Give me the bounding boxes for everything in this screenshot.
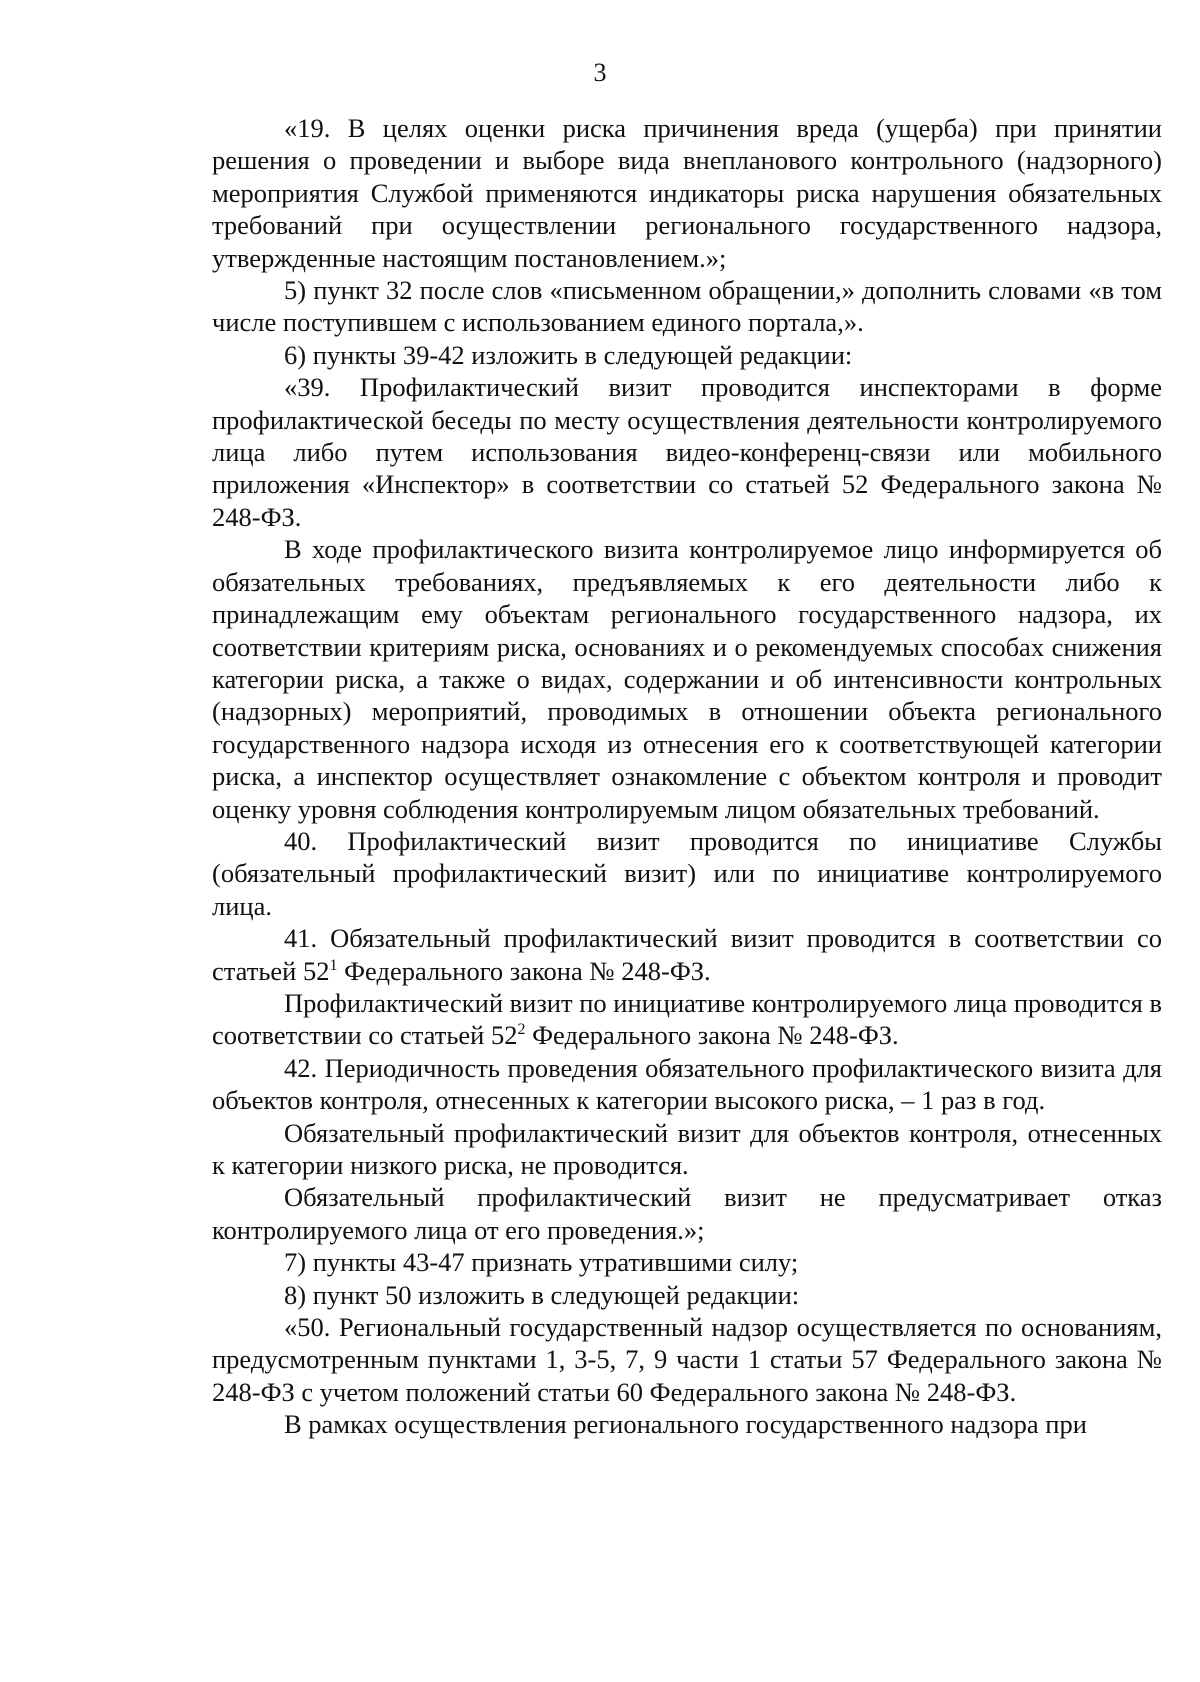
superscript: 2: [517, 1021, 526, 1039]
paragraph: Профилактический визит по инициативе контролируемого лица проводится в соответствии со статьей $52^2$ Федерального закона № 248-ФЗ.: [212, 987, 1162, 1051]
paragraph: Обязательный профилактический визит не предусматривает отказ контролируемого лица от его проведения.»;: [212, 1182, 1162, 1245]
paragraph: 7) пункты 43-47 признать утратившими силу;: [284, 1247, 799, 1278]
document-body: [212, 112, 1162, 1441]
paragraph: 8) пункт 50 изложить в следующей редакции:: [284, 1279, 800, 1310]
paragraph: «50. Региональный государственный надзор осуществляется по основаниям, предусмотренным пунктами 1, 3-5, 7, 9 части 1 статьи 57 Федерального закона № 248-ФЗ с учетом положений статьи 60 Федерального закона № 248-ФЗ.: [212, 1312, 1162, 1407]
paragraph: 6) пункты 39-42 изложить в следующей редакции:: [284, 339, 853, 370]
paragraph: В рамках осуществления регионального государственного надзора при: [284, 1409, 1087, 1440]
paragraph: 5) пункт 32 после слов «письменном обращении,» дополнить словами «в том числе поступившем с использованием единого портала,».: [212, 275, 1162, 338]
paragraph: Обязательный профилактический визит для объектов контроля, отнесенных к категории низкого риска, не проводится.: [212, 1117, 1162, 1180]
paragraph: «39. Профилактический визит проводится инспекторами в форме профилактической беседы по месту осуществления деятельности контролируемого лица либо путем использования видео-конференц-связи или мобильного приложения «Инспектор» в соответствии со статьей 52 Федерального закона № 248-ФЗ.: [212, 372, 1162, 532]
paragraph: 41. Обязательный профилактический визит проводится в соответствии со статьей $52^1$ Федерального закона № 248-ФЗ.: [212, 923, 1162, 986]
paragraph: 40. Профилактический визит проводится по инициативе Службы (обязательный профилактический визит) или по инициативе контролируемого лица.: [212, 825, 1162, 921]
paragraph: 42. Периодичность проведения обязательного профилактического визита для объектов контроля, отнесенных к категории высокого риска, – 1 раз в год.: [212, 1052, 1162, 1116]
paragraph: В ходе профилактического визита контролируемое лицо информируется об обязательных требованиях, предъявляемых к его деятельности либо к принадлежащим ему объектам регионального государственного надзора, их соответствии критериям риска, основаниях и о рекомендуемых способах снижения категории риска, а также о видах, содержании и об интенсивности контрольных (надзорных) мероприятий, проводимых в отношении объекта регионального государственного надзора исходя из отнесения его к соответствующей категории риска, а инспектор осуществляет ознакомление с объектом контроля и проводит оценку уровня соблюдения контролируемым лицом обязательных требований.: [212, 534, 1162, 824]
paragraph: «19. В целях оценки риска причинения вреда (ущерба) при принятии решения о проведении и выборе вида внепланового контрольного (надзорного) мероприятия Службой применяются индикаторы риска нарушения обязательных требований при осуществлении регионального государственного надзора, утвержденные настоящим постановлением.»;: [212, 113, 1162, 273]
superscript: 1: [329, 956, 338, 974]
page-number: 3: [593, 58, 607, 87]
